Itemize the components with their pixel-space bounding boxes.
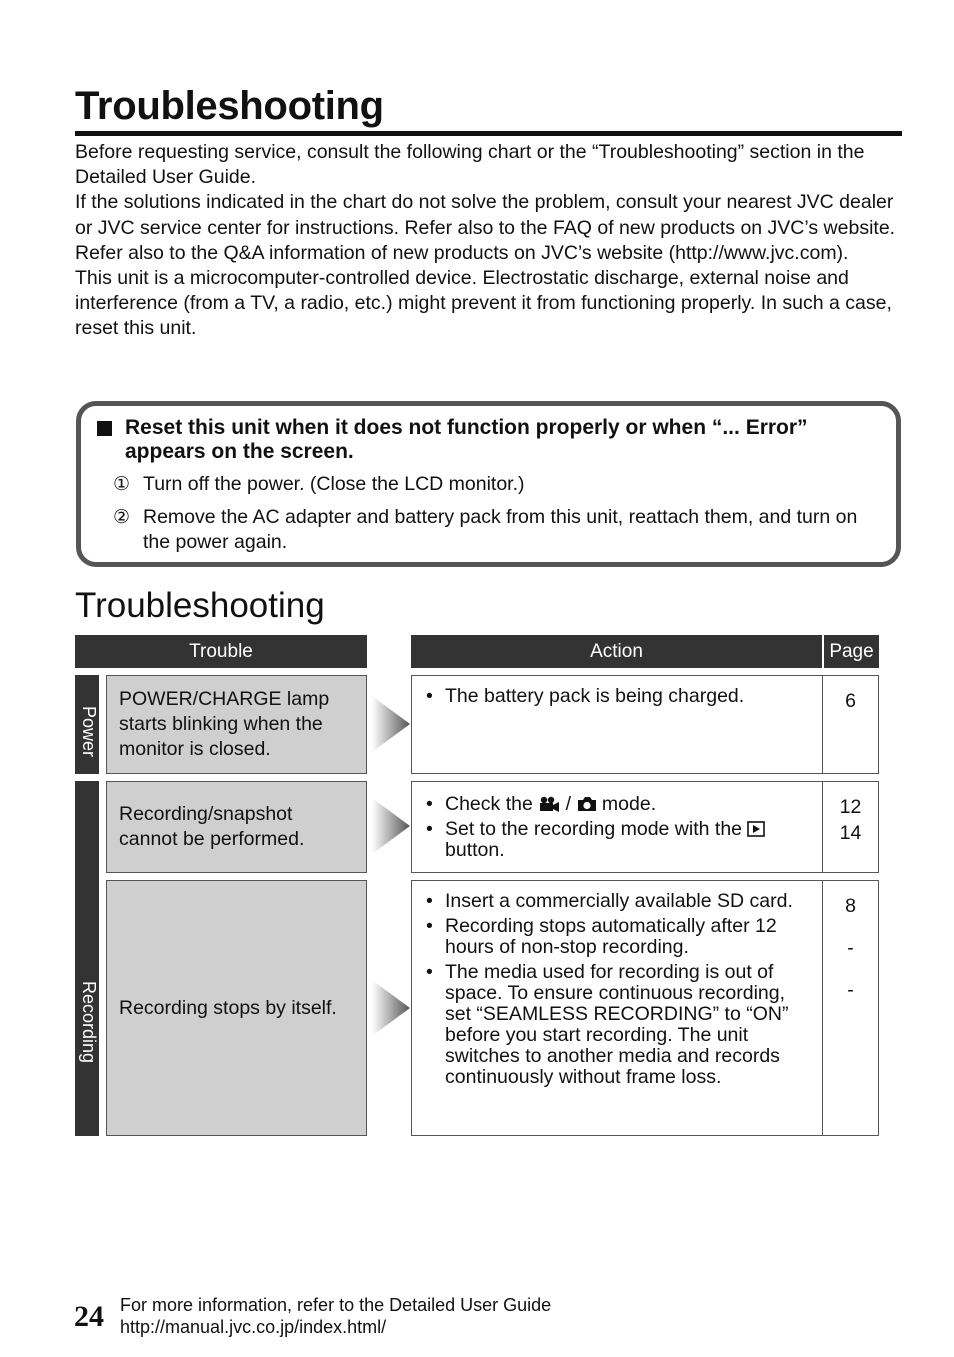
reset-heading — [97, 416, 877, 464]
reset-step-1 — [113, 472, 888, 497]
page-ref: 12 — [839, 796, 862, 818]
page-ref: 8 — [845, 895, 856, 917]
trouble-cell: Recording/snapshot cannot be performed. — [106, 781, 367, 873]
still-camera-icon — [577, 796, 597, 812]
action-text: Set to the recording mode with the — [445, 818, 743, 840]
intro-paragraph-3: Refer also to the Q&A information of new products on JVC’s website (http://www.jvc.com). — [75, 241, 849, 264]
action-item: • The battery pack is being charged. — [424, 686, 810, 707]
trouble-cell: POWER/CHARGE lamp starts blinking when the monitor is closed. — [106, 675, 367, 774]
category-recording: Recording — [75, 781, 99, 1136]
intro-paragraph-1: Before requesting service, consult the following chart or the “Troubleshooting” section in the Detailed User Guide. — [75, 141, 865, 189]
trouble-cell: Recording stops by itself. — [106, 880, 367, 1136]
reset-heading-text: Reset this unit when it does not function properly or when “... Error” appears on the screen. — [125, 416, 808, 463]
action-item: • The media used for recording is out of space. To ensure continuous recording, set “SEAMLESS RECORDING” to “ON” before you start recording. The unit switches to another media and records continuously without frame loss. — [424, 962, 810, 1088]
intro-paragraph-2: If the solutions indicated in the chart do not solve the problem, consult your nearest JVC dealer or JVC service center for instructions. Refer also to the FAQ of new products on JVC’s website. — [75, 191, 896, 239]
action-cell — [411, 675, 823, 774]
page-ref: 14 — [839, 822, 862, 844]
footer-url: http://manual.jvc.co.jp/index.html/ — [120, 1317, 387, 1337]
page-ref: 6 — [845, 690, 856, 712]
action-item — [424, 794, 810, 815]
action-item — [424, 819, 810, 861]
page-number: 24 — [74, 1300, 104, 1333]
intro-paragraph-4: This unit is a microcomputer-controlled device. Electrostatic discharge, external noise and interference (from a TV, a radio, etc.) might prevent it from functioning properly. In such a case, reset this unit. — [75, 267, 892, 340]
step-number-2: ② — [113, 506, 131, 528]
action-text: button. — [445, 839, 505, 861]
arrow-right-icon — [372, 696, 410, 752]
action-cell — [411, 880, 823, 1136]
action-text: mode. — [601, 793, 657, 815]
action-cell — [411, 781, 823, 873]
square-bullet-icon — [97, 421, 112, 436]
header-action: Action — [411, 635, 822, 668]
intro-text — [75, 140, 905, 342]
footer-line-1: For more information, refer to the Detailed User Guide — [120, 1295, 552, 1315]
reset-box — [76, 401, 901, 567]
header-page: Page — [824, 635, 879, 668]
header-trouble: Trouble — [75, 635, 367, 668]
video-camera-icon — [538, 796, 560, 812]
page-cell — [822, 781, 879, 873]
reset-step-2-text: Remove the AC adapter and battery pack from this unit, reattach them, and turn on the power again. — [143, 506, 858, 553]
table-title: Troubleshooting — [75, 586, 325, 625]
action-text: / — [565, 793, 572, 815]
action-text: Check the — [445, 793, 533, 815]
page-title: Troubleshooting — [75, 84, 384, 128]
footer-text — [120, 1294, 551, 1338]
action-item: • Recording stops automatically after 12 hours of non-stop recording. — [424, 916, 810, 958]
action-item: • Insert a commercially available SD card. — [424, 891, 810, 912]
step-number-1: ① — [113, 473, 131, 495]
arrow-right-icon — [372, 980, 410, 1036]
page-ref: - — [847, 937, 854, 959]
page-ref: - — [847, 979, 854, 1001]
arrow-right-icon — [372, 798, 410, 854]
page-cell — [822, 675, 879, 774]
play-icon — [747, 821, 765, 837]
reset-step-1-text: Turn off the power. (Close the LCD monitor.) — [143, 473, 525, 495]
category-power: Power — [75, 675, 99, 774]
page-cell — [822, 880, 879, 1136]
title-rule — [75, 131, 902, 136]
reset-step-2 — [113, 505, 888, 555]
